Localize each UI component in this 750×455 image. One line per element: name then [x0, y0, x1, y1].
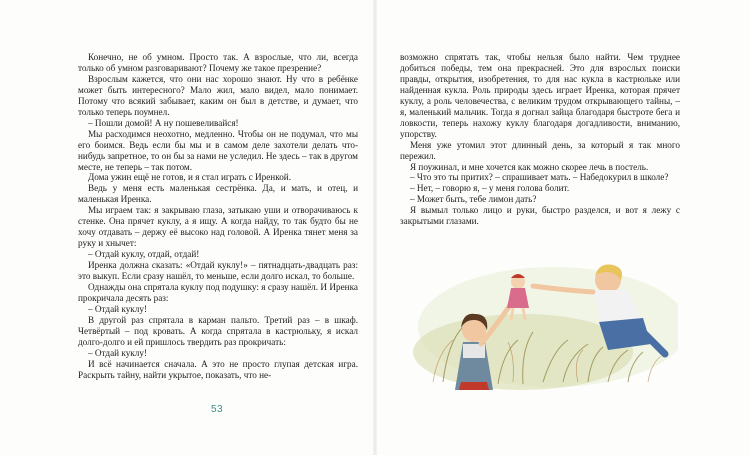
paragraph: Ведь у меня есть маленькая сестрёнка. Да, и мать, и отец, и маленькая Иренка.: [78, 183, 358, 205]
paragraph: – Отдай куклу!: [88, 303, 148, 314]
paragraph: Я поужинал, и мне хочется как можно скорее лечь в постель.: [410, 161, 649, 172]
paragraph: Однажды она спрятала куклу под подушку: я сразу нашёл. И Иренка прокричала десять раз:: [78, 282, 358, 303]
paragraph: Мы расходимся неохотно, медленно. Чтобы он не подумал, что мы его боимся. Ведь если бы мы и в самом деле захотели делать что-нибудь запретное, то он бы за нами не уследил. Не здесь – так в другом месте, не теперь – так потом.: [78, 128, 358, 172]
paragraph: Мы играем так: я закрываю глаза, затыкаю уши и отворачиваюсь к стенке. Она прячет куклу, а я ищу. А когда найду, то так будто бы не хочу отдавать – держу её высоко над головой. А Иренка тянет меня за руку и хнычет:: [78, 205, 358, 249]
paragraph: – Что это ты притих? – спрашивает мать. – Набедокурил в школе?: [410, 172, 669, 183]
paragraph: – Отдай куклу, отдай, отдай!: [88, 249, 200, 260]
paragraph: возможно спрятать так, чтобы нельзя было найти. Чем труднее добиться победы, тем она прекрасней. Это для взрослых поиски правды, открытия, изобретения, то для нас кукла в кастрюльке или найденная кукла. Роль природы здесь играет Иренка, которая прячет куклу, а роль человечества, с великим трудом открывающего тайны, – я, маленький мальчик. Тогда я догнал зайца благодаря быстроте бега и ловкости, теперь нахожу куклу благодаря догадливости, вниманию, упорству.: [400, 52, 680, 139]
illustration-children-playing-with-doll: [403, 232, 678, 392]
right-text-column: [400, 52, 680, 227]
page-number: 53: [211, 404, 224, 415]
paragraph: – Нет, – говорю я, – у меня голова болит.: [410, 183, 570, 194]
paragraph: – Отдай куклу!: [88, 347, 148, 358]
paragraph: Меня уже утомил этот длинный день, за который я так много пережил.: [400, 139, 680, 161]
paragraph: – Может быть, тебе лимон дать?: [410, 194, 537, 205]
paragraph: Конечно, не об умном. Просто так. А взрослые, что ли, всегда только об умном разговаривают? Почему же такое презрение?: [78, 52, 358, 73]
paragraph: – Пошли домой! А ну пошевеливайся!: [88, 117, 239, 128]
paragraph: Иренка должна сказать: «Отдай куклу!» – пятнадцать-двадцать раз: это выкуп. Если сразу нашёл, то меньше, если долго искал, то больше.: [78, 260, 358, 282]
paragraph: И всё начинается сначала. А это не просто глупая детская игра. Раскрыть тайну, найти укрытое, показать, что не-: [78, 358, 358, 380]
paragraph: Взрослым кажется, что они нас хорошо знают. Ну что в ребёнке может быть интересного? Мало жил, мало видел, мало понимает. Потому что всякий забывает, каким он был в детстве, и думает, что только теперь поумнел.: [78, 73, 358, 117]
book-gutter: [373, 0, 377, 455]
paragraph: Дома ужин ещё не готов, и я стал играть с Иренкой.: [88, 172, 292, 183]
paragraph: Я вымыл только лицо и руки, быстро разделся, и вот я лежу с закрытыми глазами.: [400, 205, 680, 227]
paragraph: В другой раз спрятала в карман пальто. Третий раз – в шкаф. Четвёртый – под кровать. А когда спрятала в кастрюльку, я искал долго-долго и ей пришлось твердить раз прокричать:: [78, 314, 358, 347]
left-text-column: [78, 52, 358, 381]
